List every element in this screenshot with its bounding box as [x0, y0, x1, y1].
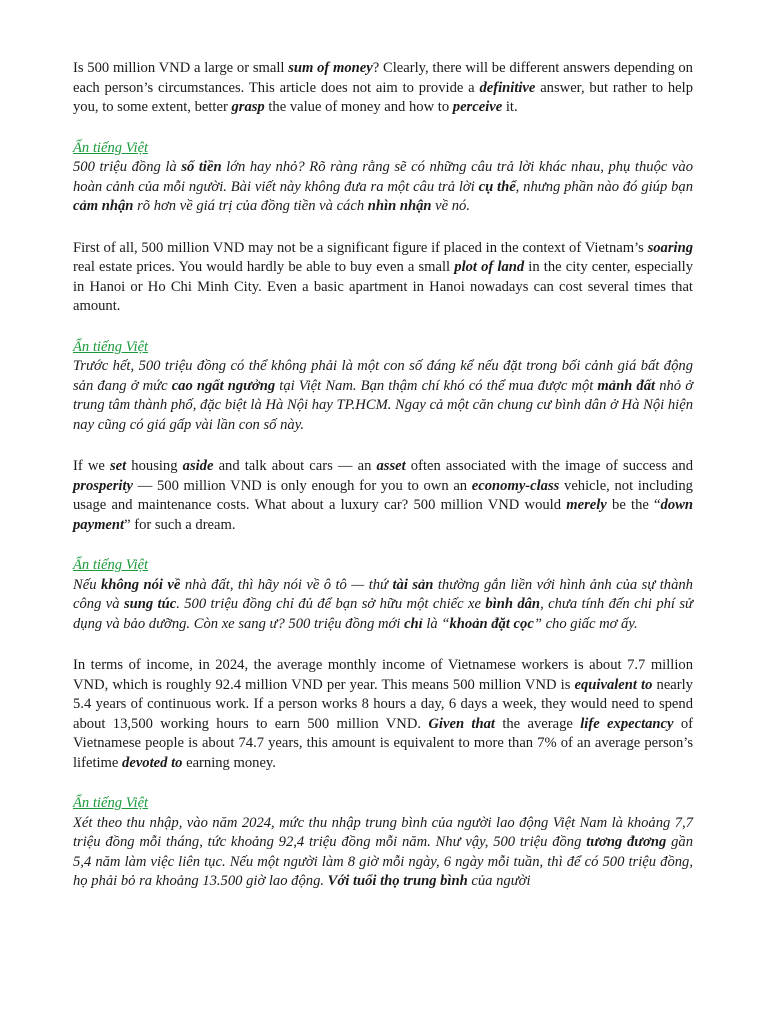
text-run: the average [494, 715, 581, 732]
keyword: prosperity [73, 477, 133, 494]
keyword: tương đương [586, 834, 667, 850]
keyword: aside [182, 458, 214, 474]
text-run: in the city center, especially in Hanoi or Ho Chi Minh City. Even a basic apartment in Hanoi nowadays can cost several times that amount. [73, 259, 693, 314]
english-paragraph [73, 457, 693, 535]
keyword: devoted to [122, 754, 183, 771]
text-run: If we [73, 458, 110, 474]
text-run: the value of money and how to [264, 99, 453, 115]
keyword: sung túc [123, 596, 177, 612]
text-run: , chưa tính đến chi phí sử dụng và bảo dưỡng. Còn xe sang ư? 500 triệu đồng mới [73, 596, 693, 632]
text-run: of Vietnamese people is about 74.7 years, this amount is equivalent to more than 7% of an average person’s lifetime [73, 715, 694, 771]
keyword: tài sản [392, 576, 434, 593]
text-run: First of all, 500 million VND may not be a significant figure if placed in the context of Vietnam’s [73, 239, 648, 256]
english-paragraph [73, 59, 693, 118]
keyword: grasp [231, 99, 265, 115]
text-run: Trước hết, 500 triệu đồng có thể không phải là một con số đáng kể nếu đặt trong bối cảnh giá bất động sản đang ở mức [73, 358, 693, 394]
text-run: ” for such a dream. [124, 516, 236, 533]
keyword: asset [376, 458, 406, 474]
keyword: nhìn nhận [367, 198, 432, 214]
keyword: life expectancy [580, 715, 674, 732]
section [73, 59, 693, 217]
text-run: lớn hay nhỏ? Rõ ràng rằng sẽ có những câu trả lời khác nhau, phụ thuộc vào hoàn cảnh của mỗi người. Bài viết này không đưa ra một câu trả lời [73, 159, 694, 195]
text-run: ” cho giấc mơ ấy. [533, 615, 638, 632]
keyword: cảm nhận [73, 198, 134, 214]
text-run: nearly 5.4 years of continuous work. If a person works 8 hours a day, 6 days a week, they would need to spend about 13,500 working hours to earn 500 million VND. [73, 676, 693, 732]
section [73, 239, 693, 436]
keyword: plot of land [454, 259, 525, 275]
keyword: Given that [428, 715, 495, 732]
text-run: rõ hơn về giá trị của đồng tiền và cách [133, 198, 368, 214]
hide-vietnamese-toggle[interactable]: Ẩn tiếng Việt [73, 139, 149, 156]
keyword: equivalent to [574, 676, 653, 693]
text-run: earning money. [182, 754, 276, 771]
english-paragraph [73, 239, 693, 317]
vietnamese-paragraph [73, 357, 693, 435]
keyword: mảnh đất [597, 377, 656, 394]
keyword: perceive [452, 99, 503, 115]
keyword: sum of money [288, 60, 373, 76]
text-run: often associated with the image of success and [405, 458, 693, 474]
text-run: it. [502, 99, 518, 115]
text-run: thường gắn liền với hình ảnh của sự thành công và [73, 576, 693, 612]
hide-vietnamese-toggle[interactable]: Ẩn tiếng Việt [73, 795, 149, 811]
section [73, 457, 693, 634]
keyword: bình dân [485, 596, 541, 612]
keyword: khoản đặt cọc [449, 615, 534, 632]
text-run: gần 5,4 năm làm việc liên tục. Nếu một người làm 8 giờ mỗi ngày, 6 ngày mỗi tuần, thì để có 500 triệu đồng, họ phải bỏ ra khoảng 13.500 giờ lao động. [73, 834, 693, 889]
text-run: answer, but rather to help you, to some extent, better [73, 79, 693, 115]
english-paragraph [73, 656, 693, 773]
keyword: cụ thể [478, 178, 516, 195]
text-run: Is 500 million VND a large or small [73, 60, 289, 76]
keyword: merely [566, 497, 607, 513]
text-run: nhà đất, thì hãy nói về ô tô — thứ [180, 576, 393, 593]
vietnamese-paragraph [73, 814, 693, 892]
hide-vietnamese-toggle[interactable]: Ẩn tiếng Việt [73, 557, 149, 573]
keyword: soaring [647, 239, 693, 256]
text-run: Xét theo thu nhập, vào năm 2024, mức thu nhập trung bình của người lao động Việt Nam là khoảng 7,7 triệu đồng mỗi tháng, tức khoảng 92,4 triệu đồng mỗi năm. Như vậy, 500 triệu đồng [73, 814, 693, 850]
text-run: ? Clearly, there will be different answers depending on each person’s circumstances. This article does not aim to provide a [73, 60, 693, 96]
text-run: là “ [422, 615, 450, 632]
keyword: definitive [479, 79, 536, 96]
keyword: chỉ [404, 615, 423, 632]
text-run: nhỏ ở trung tâm thành phố, đặc biệt là Hà Nội hay TP.HCM. Ngay cả một căn chung cư bình dân ở Hà Nội hiện nay cũng có giá gấp vài lần con số này. [73, 377, 693, 433]
text-run: Nếu [73, 576, 101, 593]
text-run: — 500 million VND is only enough for you to own an [133, 477, 472, 494]
keyword: không nói về [100, 576, 181, 593]
text-run: vehicle, not including usage and maintenance costs. What about a luxury car? 500 million VND would [73, 477, 693, 513]
vietnamese-paragraph [73, 576, 693, 635]
keyword: economy-class [471, 477, 560, 494]
hide-vietnamese-toggle[interactable]: Ẩn tiếng Việt [73, 338, 149, 355]
text-run: về nó. [431, 198, 470, 214]
document-page [73, 59, 693, 892]
text-run: housing [126, 458, 183, 474]
text-run: 500 triệu đồng là [73, 159, 182, 175]
text-run: , nhưng phần nào đó giúp bạn [515, 178, 693, 195]
text-run: In terms of income, in 2024, the average monthly income of Vietnamese workers is about 7.7 million VND, which is roughly 92.4 million VND per year. This means 500 million VND is [73, 657, 693, 693]
text-run: real estate prices. You would hardly be able to buy even a small [73, 259, 455, 275]
keyword: số tiền [181, 159, 222, 175]
text-run: and talk about cars — an [213, 458, 377, 474]
vietnamese-paragraph [73, 158, 693, 217]
keyword: down payment [73, 497, 693, 533]
text-run: be the “ [606, 497, 661, 513]
text-run: . 500 triệu đồng chỉ đủ để bạn sở hữu một chiếc xe [176, 596, 486, 612]
keyword: Với tuổi thọ trung bình [327, 873, 468, 889]
text-run: tại Việt Nam. Bạn thậm chí khó có thể mua được một [275, 377, 598, 394]
keyword: cao ngất ngưởng [171, 377, 276, 394]
section [73, 656, 693, 892]
keyword: set [109, 458, 127, 474]
text-run: của người [467, 873, 531, 889]
